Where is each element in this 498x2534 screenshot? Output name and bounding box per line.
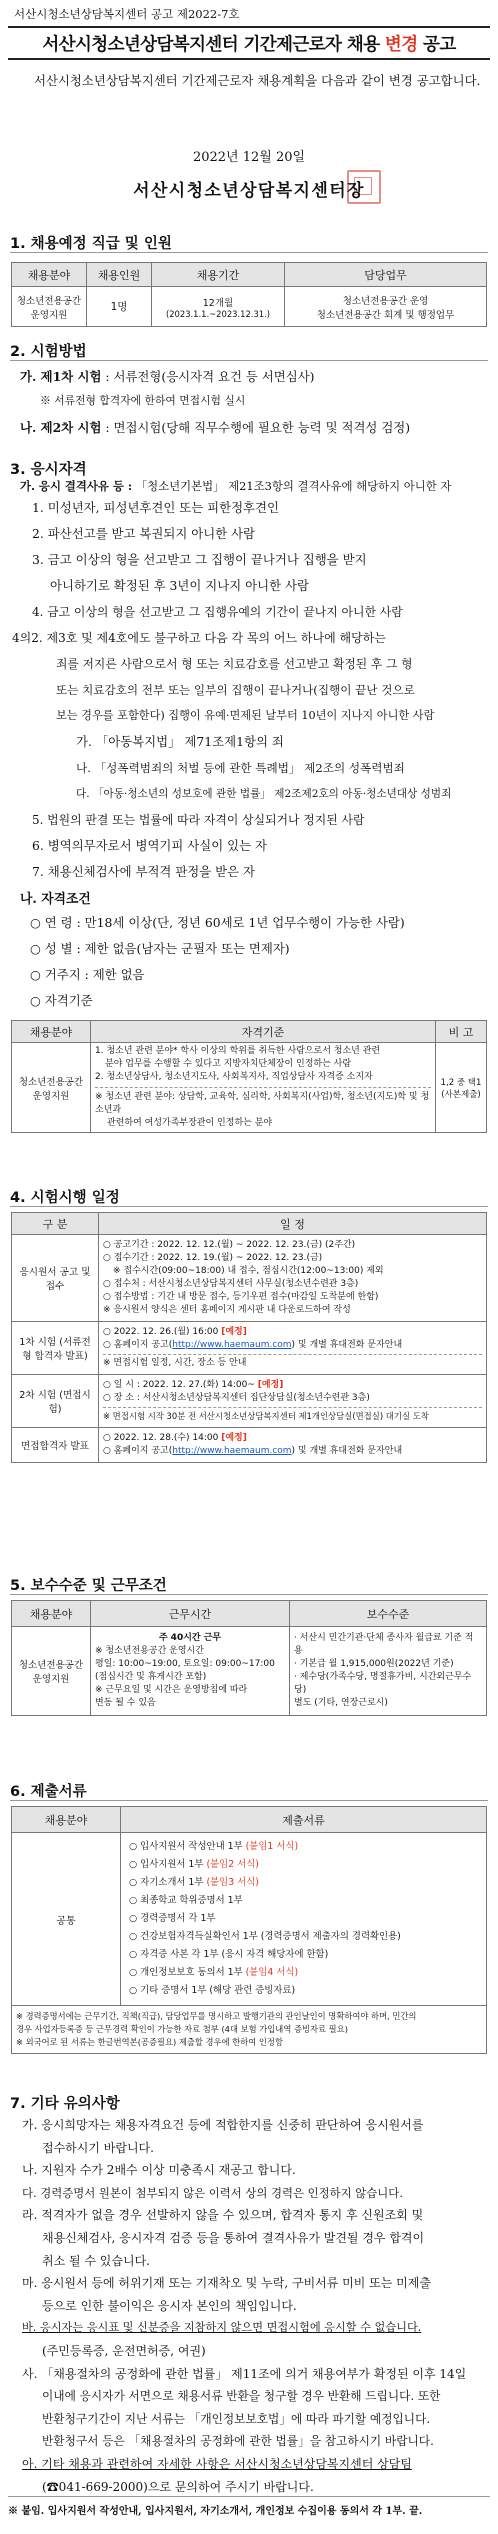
eligibility-disqualify: 가. 응시 결격사유 등 : 「청소년기본법」 제21조3항의 결격사유에 해당하지 아니한 자 xyxy=(20,479,452,493)
note-line: 나. 지원자 수가 2배수 이상 미충족시 재공고 합니다. xyxy=(22,2163,296,2178)
disqualify-list xyxy=(12,495,492,885)
document-item: ○ 자기소개서 1부 (붙임3 서식) xyxy=(129,1877,259,1888)
schedule-label: 2차 시험 (면접시험) xyxy=(12,1375,99,1428)
qualification-header: 채용분야 xyxy=(12,1021,91,1043)
disqualify-item: 가. 「아동복지법」 제71조제1항의 죄 xyxy=(76,734,284,749)
conditions-list xyxy=(30,910,490,1014)
section-6-rule xyxy=(10,1800,488,1801)
schedule-label: 면접합격자 발표 xyxy=(12,1428,99,1463)
condition-item: ○ 자격기준 xyxy=(30,993,93,1008)
qualification-criteria: 1. 청소년 관련 분야* 학사 이상의 학위를 취득한 사람으로서 청소년 관련 분야 업무를 수행할 수 있다고 지방자치단체장이 인정하는 사람 2. 청소년상담사, 청소년지도사, 사회복지사, 직업상담사 자격증 소지자 ※ 청소년 관련 분야: 상담학, 교육학, 심리학, 사회복지(사업)학, 청소년(지도)학 및 청소년과 관련하여 여성가족부장관이 인정하는 분야 xyxy=(91,1043,436,1133)
section-2-rule xyxy=(10,360,488,361)
note-line: 사. 「채용절차의 공정화에 관한 법률」 제11조에 의거 채용여부가 확정된 이후 14일 xyxy=(22,2366,467,2381)
document-item: ○ 최종학교 학위증명서 1부 xyxy=(129,1895,243,1906)
page-title: 서산시청소년상담복지센터 기간제근로자 채용 변경 공고 xyxy=(42,35,456,55)
document-item: ○ 자격증 사본 각 1부 (응시 자격 해당자에 한함) xyxy=(129,1949,329,1960)
pay-field: 청소년전용공간 운영지원 xyxy=(12,1627,91,1716)
disqualify-item: 4. 금고 이상의 형을 선고받고 그 집행유예의 기간이 끝나지 아니한 사람 xyxy=(32,605,403,619)
disqualify-item: 3. 금고 이상의 형을 선고받고 그 집행이 끝나거나 집행을 받지 xyxy=(32,552,367,567)
qualification-table xyxy=(11,1020,487,1133)
note-line: 접수하시기 바랍니다. xyxy=(42,2140,154,2155)
section-4-title: 4. 시험시행 일정 xyxy=(10,1190,120,1206)
section-3-title: 3. 응시자격 xyxy=(10,462,87,478)
qualification-field: 청소년전용공간 운영지원 xyxy=(12,1043,91,1133)
documents-field: 공통 xyxy=(12,1833,121,2006)
footer-rule xyxy=(8,2496,490,2497)
schedule-table xyxy=(11,1212,487,1463)
section-2-title: 2. 시험방법 xyxy=(10,344,87,360)
note-line: 반환청구서 등은 「채용절차의 공정화에 관한 법률」을 참고하시기 바랍니다. xyxy=(42,2434,434,2449)
conditions-label: 나. 자격조건 xyxy=(20,892,91,907)
pay-header: 보수수준 xyxy=(290,1601,487,1627)
disqualify-item: 보는 경우를 포함한다) 집행이 유예·면제된 날부터 10년이 지나지 아니한 사람 xyxy=(56,709,435,722)
note-line: 가. 응시희망자는 채용자격요건 등에 적합한지를 신중히 판단하여 응시원서를 xyxy=(22,2118,424,2132)
disqualify-item: 7. 채용신체검사에 부적격 판정을 받은 자 xyxy=(32,864,256,879)
note-line: 취소 될 수 있습니다. xyxy=(42,2253,150,2268)
qualification-header: 비 고 xyxy=(436,1021,487,1043)
disqualify-item: 1. 미성년자, 피성년후견인 또는 피한정후견인 xyxy=(32,500,279,515)
recruit-header: 채용기간 xyxy=(152,263,285,287)
exam-note: ※ 서류전형 합격자에 한하여 면접시험 실시 xyxy=(40,394,246,407)
schedule-label: 1차 시험 (서류전형 합격자 발표) xyxy=(12,1322,99,1375)
intro-text: 서산시청소년상담복지센터 기간제근로자 채용계획을 다음과 같이 변경 공고합니다. xyxy=(34,73,481,88)
note-line: (주민등록증, 운전면허증, 여권) xyxy=(42,2343,206,2358)
note-line: 채용신체검사, 응시자격 검증 등을 통하여 결격사유가 발견될 경우 합격이 xyxy=(42,2230,425,2245)
note-line: 아. 기타 채용과 관련하여 자세한 사항은 서산시청소년상담복지센터 상담팀 xyxy=(22,2456,412,2471)
note-line: (☎041-669-2000)으로 문의하여 주시기 바랍니다. xyxy=(42,2479,314,2494)
disqualify-item: 2. 파산선고를 받고 복권되지 아니한 사람 xyxy=(32,526,256,541)
condition-item: ○ 연 령 : 만18세 이상(단, 정년 60세로 1년 업무수행이 가능한 사람) xyxy=(30,915,405,930)
section-5-rule xyxy=(10,1594,488,1595)
condition-item: ○ 성 별 : 제한 없음(남자는 군필자 또는 면제자) xyxy=(30,941,290,956)
recruit-count: 1명 xyxy=(87,287,152,327)
schedule-label: 응시원서 공고 및 접수 xyxy=(12,1235,99,1322)
recruit-duty: 청소년전용공간 운영 청소년전용공간 회계 및 행정업무 xyxy=(285,287,487,327)
qualification-header: 자격기준 xyxy=(91,1021,436,1043)
section-7-title: 7. 기타 유의사항 xyxy=(10,2096,120,2112)
schedule-header: 구 분 xyxy=(12,1213,99,1235)
disqualify-item: 죄를 저지른 사람으로서 형 또는 치료감호를 선고받고 확정된 후 그 형 xyxy=(56,657,413,671)
condition-item: ○ 거주지 : 제한 없음 xyxy=(30,967,145,982)
note-line: 라. 적격자가 없을 경우 선발하지 않을 수 있으며, 합격자 통지 후 신원조회 및 xyxy=(22,2208,424,2223)
section-5-title: 5. 보수수준 및 근무조건 xyxy=(10,1578,167,1594)
disqualify-item: 5. 법원의 판결 또는 법률에 따라 자격이 상실되거나 정지된 사람 xyxy=(32,813,365,827)
notice-number: 서산시청소년상담복지센터 공고 제2022-7호 xyxy=(14,7,240,21)
notes-list xyxy=(22,2114,492,2498)
recruit-header: 담당업무 xyxy=(285,263,487,287)
schedule-detail: ○ 2022. 12. 26.(월) 16:00 [예정] ○ 홈페이지 공고(http://www.haemaum.com) 및 개별 휴대전화 문자안내 ※ 면접시험 일정, 시간, 장소 등 안내 xyxy=(99,1322,487,1375)
title-highlight: 변경 xyxy=(384,35,418,55)
exam-first: 가. 제1차 시험 : 서류전형(응시자격 요건 등 서면심사) xyxy=(20,369,315,384)
org-name: 서산시청소년상담복지센터장 xyxy=(133,181,365,201)
recruit-table xyxy=(11,262,487,327)
section-6-title: 6. 제출서류 xyxy=(10,1784,87,1800)
pay-level: · 서산시 민간기관·단체 종사자 월급료 기준 적용 · 기본급 월 1,915,000원(2022년 기준) · 제수당(가족수당, 명절휴가비, 시간외근무수당) 별도 (기타, 연장근로시) xyxy=(290,1627,487,1716)
attachments-footer: ※ 붙임. 입사지원서 작성안내, 입사지원서, 자기소개서, 개인정보 수집이용 동의서 각 1부. 끝. xyxy=(8,2506,423,2517)
disqualify-item: 6. 병역의무자로서 병역기피 사실이 있는 자 xyxy=(32,838,267,853)
exam-second: 나. 제2차 시험 : 면접시험(당해 직무수행에 필요한 능력 및 적격성 검정) xyxy=(20,420,411,435)
disqualify-item: 나. 「성폭력범죄의 처벌 등에 관한 특례법」 제2조의 성폭력범죄 xyxy=(76,761,405,775)
note-line: 등으로 인한 불이익은 응시자 본인의 책임입니다. xyxy=(42,2298,297,2313)
schedule-detail: ○ 공고기간 : 2022. 12. 12.(월) ~ 2022. 12. 23.(금) (2주간) ○ 접수기간 : 2022. 12. 19.(월) ~ 2022. 12. 23.(금) ※ 접수시간(09:00~18:00) 내 접수, 점심시간(12:00~13:00) 제외 ○ 접수처 : 서산시청소년상담복지센터 사무실(청소년수련관 3층) ○ 접수방법 : 기간 내 방문 접수, 등기우편 접수(마감일 도착분에 한함) ※ 응시원서 양식은 센터 홈페이지 게시판 내 다운로드하여 작성 xyxy=(99,1235,487,1322)
document-item: ○ 건강보험자격득실확인서 1부 (경력증명서 제출자의 경력확인용) xyxy=(129,1931,401,1942)
documents-header: 제출서류 xyxy=(121,1807,487,1833)
document-item: ○ 입사지원서 1부 (붙임2 서식) xyxy=(129,1859,259,1870)
schedule-detail: ○ 2022. 12. 28.(수) 14:00 [예정] ○ 홈페이지 공고(http://www.haemaum.com) 및 개별 휴대전화 문자안내 xyxy=(99,1428,487,1463)
documents-notes: ※ 경력증명서에는 근무기간, 직책(직급), 담당업무를 명시하고 발행기관의 관인날인이 명확하여야 하며, 민간의 경우 사업자등록증 등 근무경력 확인이 가능한 자료 첨부 (4대 보험 가입내역 증빙자료 필요) ※ 외국어로 된 서류는 한글번역본(공증필요) 제출할 경우에 한하여 인정함 xyxy=(12,2006,487,2054)
disqualify-item: 또는 치료감호의 전부 또는 일부의 집행이 끝나거나(집행이 끝난 것으로 xyxy=(56,683,415,697)
pay-header: 근무시간 xyxy=(91,1601,290,1627)
recruit-period: 12개월 (2023.1.1.~2023.12.31.) xyxy=(152,287,285,327)
note-line: 다. 경력증명서 원본이 첨부되지 않은 이력서 상의 경력은 인정하지 않습니다. xyxy=(22,2185,403,2200)
section-1-rule xyxy=(10,252,488,253)
section-1-title: 1. 채용예정 직급 및 인원 xyxy=(10,236,172,252)
section-4-rule xyxy=(10,1206,488,1207)
documents-header: 채용분야 xyxy=(12,1807,121,1833)
schedule-header: 일 정 xyxy=(99,1213,487,1235)
documents-list xyxy=(121,1833,487,2006)
pay-header: 채용분야 xyxy=(12,1601,91,1627)
recruit-header: 채용인원 xyxy=(87,263,152,287)
disqualify-item: 4의2. 제3호 및 제4호에도 불구하고 다음 각 목의 어느 하나에 해당하는 xyxy=(12,631,386,645)
disqualify-item: 다. 「아동·청소년의 성보호에 관한 법률」 제2조제2호의 아동·청소년대상 성범죄 xyxy=(76,788,452,800)
note-line: 반환청구기간이 지난 서류는 「개인정보보호법」에 따라 파기할 예정입니다. xyxy=(42,2411,431,2426)
schedule-detail: ○ 일 시 : 2022. 12. 27.(화) 14:00~ [예정] ○ 장 소 : 서산시청소년상담복지센터 집단상담실(청소년수련관 3층) ※ 면접시험 시작 30분 전 서산시청소년상담복지센터 제1개인상담실(면접실) 대기실 도착 xyxy=(99,1375,487,1428)
documents-table xyxy=(11,1806,487,2054)
document-item: ○ 기타 증명서 1부 (해당 관련 증빙자료) xyxy=(129,1985,296,1996)
recruit-header: 채용분야 xyxy=(12,263,87,287)
qualification-remark: 1,2 중 택1 (사본제출) xyxy=(436,1043,487,1133)
recruit-field: 청소년전용공간 운영지원 xyxy=(12,287,87,327)
disqualify-item: 아니하기로 확정된 후 3년이 지나지 아니한 사람 xyxy=(50,578,309,593)
work-hours: 주 40시간 근무 ※ 청소년전용공간 운영시간 평일: 10:00~19:00, 토요일: 09:00~17:00 (점심시간 및 휴게시간 포함) ※ 근무요일 및 시간은 운영방침에 따라 변동 될 수 있음 xyxy=(91,1627,290,1716)
document-item: ○ 입사지원서 작성안내 1부 (붙임1 서식) xyxy=(129,1841,299,1852)
document-item: ○ 경력증명서 각 1부 xyxy=(129,1913,216,1924)
note-line: 이내에 응시자가 서면으로 채용서류 반환을 청구할 경우 반환해 드립니다. 또한 xyxy=(42,2389,441,2404)
note-line: 바. 응시자는 응시표 및 신분증을 지참하지 않으면 면접시험에 응시할 수 없습니다. xyxy=(22,2321,422,2335)
note-line: 마. 응시원서 등에 허위기재 또는 기재착오 및 누락, 구비서류 미비 또는 미제출 xyxy=(22,2276,431,2291)
notice-date: 2022년 12월 20일 xyxy=(192,150,306,165)
pay-table xyxy=(11,1600,487,1716)
document-item: ○ 개인정보보호 동의서 1부 (붙임4 서식) xyxy=(129,1967,299,1978)
